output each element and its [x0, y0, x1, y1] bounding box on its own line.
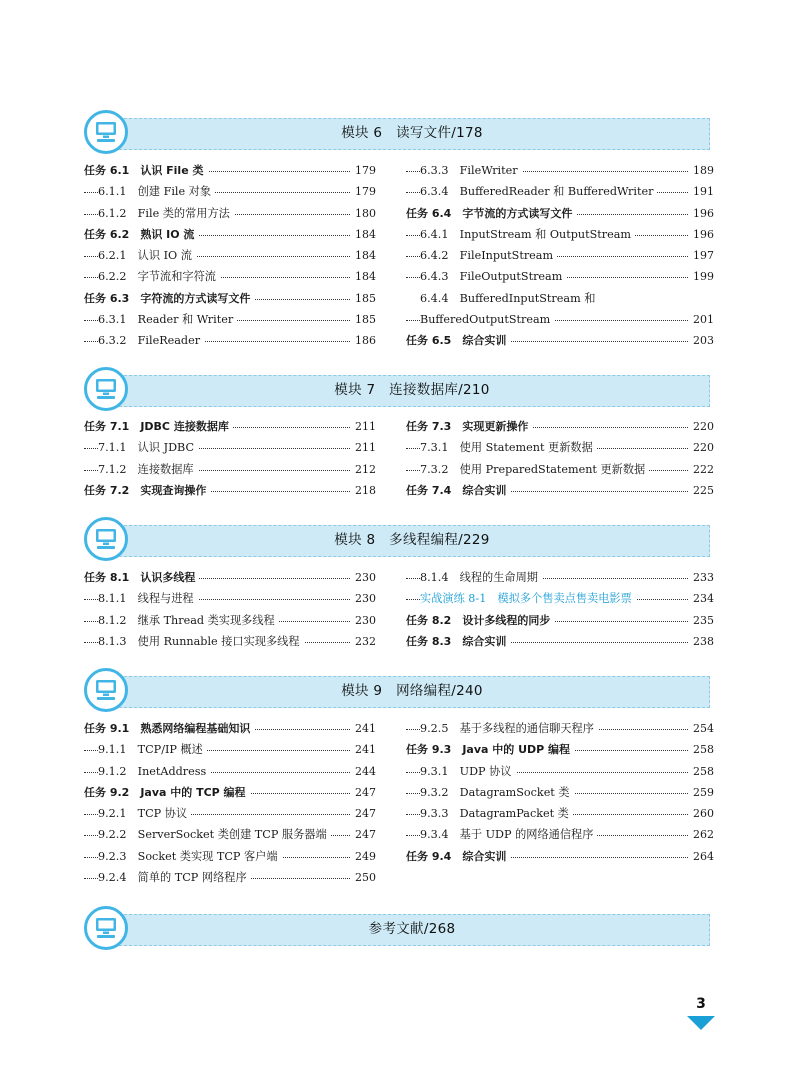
toc-entry-page: 232: [351, 631, 376, 652]
toc-section-entry[interactable]: [84, 181, 376, 202]
toc-entry-title: 9.3.3 DatagramPacket 类: [420, 803, 573, 824]
toc-entry-page: 180: [351, 203, 376, 224]
toc-task-entry[interactable]: [84, 718, 376, 739]
toc-entry-page: 220: [689, 437, 714, 458]
toc-section-entry[interactable]: [406, 309, 714, 330]
module-6-left-column: [84, 160, 376, 352]
toc-entry-title: 7.1.1 认识 JDBC: [98, 437, 198, 458]
toc-entry-title: 9.3.2 DatagramSocket 类: [420, 782, 574, 803]
toc-entry-title: 任务 9.1 熟悉网络编程基础知识: [84, 718, 254, 739]
toc-section-entry[interactable]: [406, 437, 714, 458]
toc-task-entry[interactable]: [84, 567, 376, 588]
computer-icon: [84, 517, 128, 561]
module-7-right-column: [406, 416, 714, 501]
toc-section-entry[interactable]: [406, 266, 714, 287]
toc-practice-entry[interactable]: [406, 588, 714, 609]
toc-entry-page: 189: [689, 160, 714, 181]
toc-section-entry[interactable]: [406, 181, 714, 202]
toc-entry-page: 218: [351, 480, 376, 501]
toc-entry-page: 247: [351, 803, 376, 824]
toc-entry-title: 6.3.4 BufferedReader 和 BufferedWriter: [420, 181, 657, 202]
toc-entry-title: 9.2.1 TCP 协议: [98, 803, 191, 824]
toc-entry-title: 7.3.1 使用 Statement 更新数据: [420, 437, 597, 458]
toc-entry-title: 6.1.2 File 类的常用方法: [98, 203, 234, 224]
toc-entry-title: 8.1.4 线程的生命周期: [420, 567, 542, 588]
toc-entry-title: 9.2.4 简单的 TCP 网络程序: [98, 867, 251, 888]
toc-task-entry[interactable]: [406, 739, 714, 760]
toc-entry-page: 244: [351, 761, 376, 782]
toc-section-entry[interactable]: [84, 803, 376, 824]
toc-entry-title: 任务 9.4 综合实训: [406, 846, 510, 867]
toc-entry-page: 212: [351, 459, 376, 480]
toc-section-entry[interactable]: [84, 437, 376, 458]
toc-entry-title: 实战演练 8-1 模拟多个售卖点售卖电影票: [420, 588, 636, 609]
toc-section-entry[interactable]: [84, 245, 376, 266]
toc-entry-title: 任务 8.1 认识多线程: [84, 567, 199, 588]
toc-entry-title: 9.3.1 UDP 协议: [420, 761, 516, 782]
toc-section-entry[interactable]: [84, 266, 376, 287]
module-9-right-column: [406, 718, 714, 867]
toc-section-entry[interactable]: [406, 160, 714, 181]
toc-entry-title: 7.3.2 使用 PreparedStatement 更新数据: [420, 459, 649, 480]
toc-entry-page: 199: [689, 266, 714, 287]
toc-section-entry[interactable]: [84, 610, 376, 631]
references-title[interactable]: 参考文献/268: [368, 921, 456, 937]
toc-entry-page: 211: [351, 416, 376, 437]
toc-task-entry[interactable]: [84, 416, 376, 437]
toc-entry-title: 6.4.2 FileInputStream: [420, 245, 557, 266]
toc-task-entry[interactable]: [406, 480, 714, 501]
toc-task-entry[interactable]: [84, 782, 376, 803]
toc-entry-title: 8.1.2 继承 Thread 类实现多线程: [98, 610, 279, 631]
toc-section-entry[interactable]: [406, 245, 714, 266]
toc-entry-page: 241: [351, 739, 376, 760]
toc-entry-page: 186: [351, 330, 376, 351]
computer-icon: [84, 906, 128, 950]
toc-entry-title: 8.1.1 线程与进程: [98, 588, 198, 609]
toc-section-entry[interactable]: [84, 631, 376, 652]
computer-icon: [84, 367, 128, 411]
toc-entry-title: 9.2.5 基于多线程的通信聊天程序: [420, 718, 598, 739]
toc-task-entry[interactable]: [406, 610, 714, 631]
toc-entry-title: 6.4.4 BufferedInputStream 和: [420, 288, 599, 309]
module-6-banner: [84, 114, 710, 152]
toc-section-entry[interactable]: [84, 309, 376, 330]
toc-entry-page: 185: [351, 288, 376, 309]
toc-entry-page: 250: [351, 867, 376, 888]
toc-entry-title: 任务 9.2 Java 中的 TCP 编程: [84, 782, 250, 803]
toc-entry-page: 259: [689, 782, 714, 803]
toc-entry-page: 225: [689, 480, 714, 501]
toc-entry-page: 220: [689, 416, 714, 437]
toc-entry-title: 6.4.3 FileOutputStream: [420, 266, 566, 287]
toc-entry-title: 6.3.2 FileReader: [98, 330, 204, 351]
references-banner: [84, 910, 710, 948]
toc-entry-page: 247: [351, 824, 376, 845]
module-6-title[interactable]: 模块 6 读写文件/178: [341, 125, 483, 141]
toc-entry-title: 任务 7.1 JDBC 连接数据库: [84, 416, 233, 437]
toc-entry-title: 任务 6.4 字节流的方式读写文件: [406, 203, 576, 224]
toc-section-entry[interactable]: [84, 761, 376, 782]
toc-entry-title: 任务 7.2 实现查询操作: [84, 480, 210, 501]
toc-entry-page: 258: [689, 739, 714, 760]
module-9-title[interactable]: 模块 9 网络编程/240: [341, 683, 483, 699]
toc-entry-page: 185: [351, 309, 376, 330]
toc-entry-title: 任务 7.3 实现更新操作: [406, 416, 532, 437]
toc-section-entry[interactable]: [84, 739, 376, 760]
toc-entry-page: 191: [689, 181, 714, 202]
toc-entry-title: 任务 6.1 认识 File 类: [84, 160, 208, 181]
toc-entry-page: 230: [351, 567, 376, 588]
toc-entry-page: 179: [351, 181, 376, 202]
toc-entry-page: 235: [689, 610, 714, 631]
toc-task-entry[interactable]: [406, 846, 714, 867]
toc-entry-title: 7.1.2 连接数据库: [98, 459, 198, 480]
toc-entry-page: 260: [689, 803, 714, 824]
module-7-title[interactable]: 模块 7 连接数据库/210: [334, 382, 490, 398]
toc-task-entry[interactable]: [406, 203, 714, 224]
toc-task-entry[interactable]: [406, 631, 714, 652]
toc-section-entry[interactable]: [406, 782, 714, 803]
toc-entry-page: 262: [689, 824, 714, 845]
toc-entry-title: 6.2.1 认识 IO 流: [98, 245, 196, 266]
toc-section-entry[interactable]: [84, 867, 376, 888]
toc-entry-title: 6.3.1 Reader 和 Writer: [98, 309, 237, 330]
toc-section-entry[interactable]: [84, 203, 376, 224]
module-7-banner: [84, 371, 710, 409]
toc-entry-page: 254: [689, 718, 714, 739]
toc-task-entry[interactable]: [84, 480, 376, 501]
module-9-banner: [84, 672, 710, 710]
toc-section-entry[interactable]: [406, 803, 714, 824]
module-8-title[interactable]: 模块 8 多线程编程/229: [334, 532, 490, 548]
toc-task-entry[interactable]: [84, 224, 376, 245]
toc-entry-title: 9.1.2 InetAddress: [98, 761, 210, 782]
toc-section-entry[interactable]: [406, 224, 714, 245]
toc-entry-page: 184: [351, 245, 376, 266]
toc-entry-page: 196: [689, 203, 714, 224]
toc-entry-title: 6.3.3 FileWriter: [420, 160, 522, 181]
page-arrow-icon: [687, 1016, 715, 1030]
toc-task-entry[interactable]: [84, 288, 376, 309]
module-9-left-column: [84, 718, 376, 888]
toc-entry-page: 184: [351, 224, 376, 245]
toc-section-entry[interactable]: [406, 761, 714, 782]
toc-entry-title: 6.2.2 字节流和字符流: [98, 266, 220, 287]
toc-task-entry[interactable]: [406, 416, 714, 437]
module-7-left-column: [84, 416, 376, 501]
toc-entry-page: 241: [351, 718, 376, 739]
toc-section-entry[interactable]: [84, 824, 376, 845]
toc-entry-title: 8.1.3 使用 Runnable 接口实现多线程: [98, 631, 304, 652]
toc-section-entry[interactable]: [406, 567, 714, 588]
toc-entry-page: 258: [689, 761, 714, 782]
toc-entry-page: 196: [689, 224, 714, 245]
toc-entry-page: 234: [689, 588, 714, 609]
toc-entry-title: 9.2.3 Socket 类实现 TCP 客户端: [98, 846, 282, 867]
computer-icon: [84, 668, 128, 712]
toc-entry-title: 9.3.4 基于 UDP 的网络通信程序: [420, 824, 597, 845]
toc-entry-page: 211: [351, 437, 376, 458]
page-number: 3: [696, 996, 706, 1012]
toc-entry-page: 197: [689, 245, 714, 266]
toc-section-entry[interactable]: [84, 459, 376, 480]
toc-section-entry[interactable]: [84, 846, 376, 867]
toc-section-entry[interactable]: [84, 330, 376, 351]
toc-entry-page: 201: [689, 309, 714, 330]
toc-section-entry[interactable]: [406, 718, 714, 739]
toc-entry-page: 230: [351, 588, 376, 609]
toc-entry-title: 6.1.1 创建 File 对象: [98, 181, 215, 202]
toc-entry-page: 222: [689, 459, 714, 480]
toc-section-entry[interactable]: [406, 288, 714, 309]
toc-entry-page: 184: [351, 266, 376, 287]
toc-entry-title: 任务 8.3 综合实训: [406, 631, 510, 652]
toc-entry-page: 249: [351, 846, 376, 867]
toc-section-entry[interactable]: [406, 824, 714, 845]
toc-entry-page: 179: [351, 160, 376, 181]
toc-entry-title: 9.2.2 ServerSocket 类创建 TCP 服务器端: [98, 824, 331, 845]
toc-entry-title: 任务 9.3 Java 中的 UDP 编程: [406, 739, 574, 760]
toc-entry-title: 任务 6.2 熟识 IO 流: [84, 224, 198, 245]
toc-entry-title: 任务 6.3 字符流的方式读写文件: [84, 288, 254, 309]
toc-entry-title: 任务 8.2 设计多线程的同步: [406, 610, 554, 631]
toc-entry-page: 238: [689, 631, 714, 652]
toc-entry-title: 任务 7.4 综合实训: [406, 480, 510, 501]
toc-entry-title: 6.4.1 InputStream 和 OutputStream: [420, 224, 635, 245]
toc-entry-page: 203: [689, 330, 714, 351]
toc-section-entry[interactable]: [84, 588, 376, 609]
toc-entry-page: 233: [689, 567, 714, 588]
toc-entry-title: BufferedOutputStream: [420, 309, 554, 330]
toc-task-entry[interactable]: [84, 160, 376, 181]
toc-entry-title: 9.1.1 TCP/IP 概述: [98, 739, 207, 760]
toc-entry-page: 247: [351, 782, 376, 803]
module-6-right-column: [406, 160, 714, 352]
toc-task-entry[interactable]: [406, 330, 714, 351]
module-8-right-column: [406, 567, 714, 652]
toc-entry-page: 264: [689, 846, 714, 867]
module-8-left-column: [84, 567, 376, 652]
computer-icon: [84, 110, 128, 154]
toc-entry-title: 任务 6.5 综合实训: [406, 330, 510, 351]
toc-entry-page: 230: [351, 610, 376, 631]
toc-section-entry[interactable]: [406, 459, 714, 480]
module-8-banner: [84, 521, 710, 559]
